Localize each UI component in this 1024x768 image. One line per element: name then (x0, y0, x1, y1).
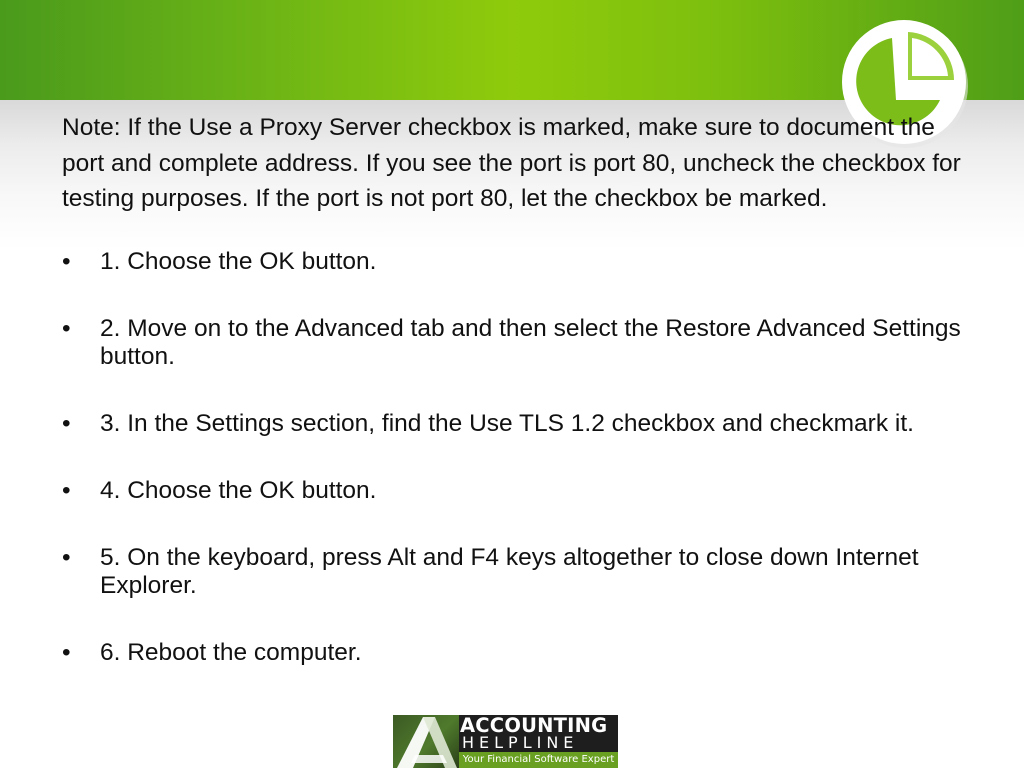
list-item (62, 544, 962, 600)
brand-tagline: Your Financial Software Expert (459, 752, 618, 768)
step-text: 5. On the keyboard, press Alt and F4 keys altogether to close down Internet Explorer. (100, 544, 919, 599)
list-item (62, 639, 962, 667)
step-text: 6. Reboot the computer. (100, 639, 362, 666)
bullet: • (62, 477, 71, 504)
brand-title: ACCOUNTING (460, 715, 608, 737)
proxy-note: Note: If the Use a Proxy Server checkbox is marked, make sure to document the port and complete address. If you see the port is port 80, uncheck the checkbox for testing purposes. If the port is not port 80, let the checkbox be marked. (62, 114, 961, 212)
step-text: 1. Choose the OK button. (100, 248, 377, 275)
brand-logo (393, 715, 618, 768)
brand-a-icon (393, 715, 459, 768)
bullet: • (62, 315, 71, 342)
list-item (62, 410, 962, 438)
step-text: 3. In the Settings section, find the Use TLS 1.2 checkbox and checkmark it. (100, 410, 914, 437)
bullet: • (62, 639, 71, 666)
brand-mark-icon (393, 715, 459, 768)
list-item (62, 248, 962, 276)
bullet: • (62, 410, 71, 437)
step-text: 4. Choose the OK button. (100, 477, 377, 504)
list-item (62, 315, 962, 371)
steps-list (62, 248, 962, 706)
step-text: 2. Move on to the Advanced tab and then select the Restore Advanced Settings button. (100, 315, 961, 370)
brand-subtitle: HELPLINE (462, 733, 579, 752)
bullet: • (62, 248, 71, 275)
list-item (62, 477, 962, 505)
bullet: • (62, 544, 71, 571)
